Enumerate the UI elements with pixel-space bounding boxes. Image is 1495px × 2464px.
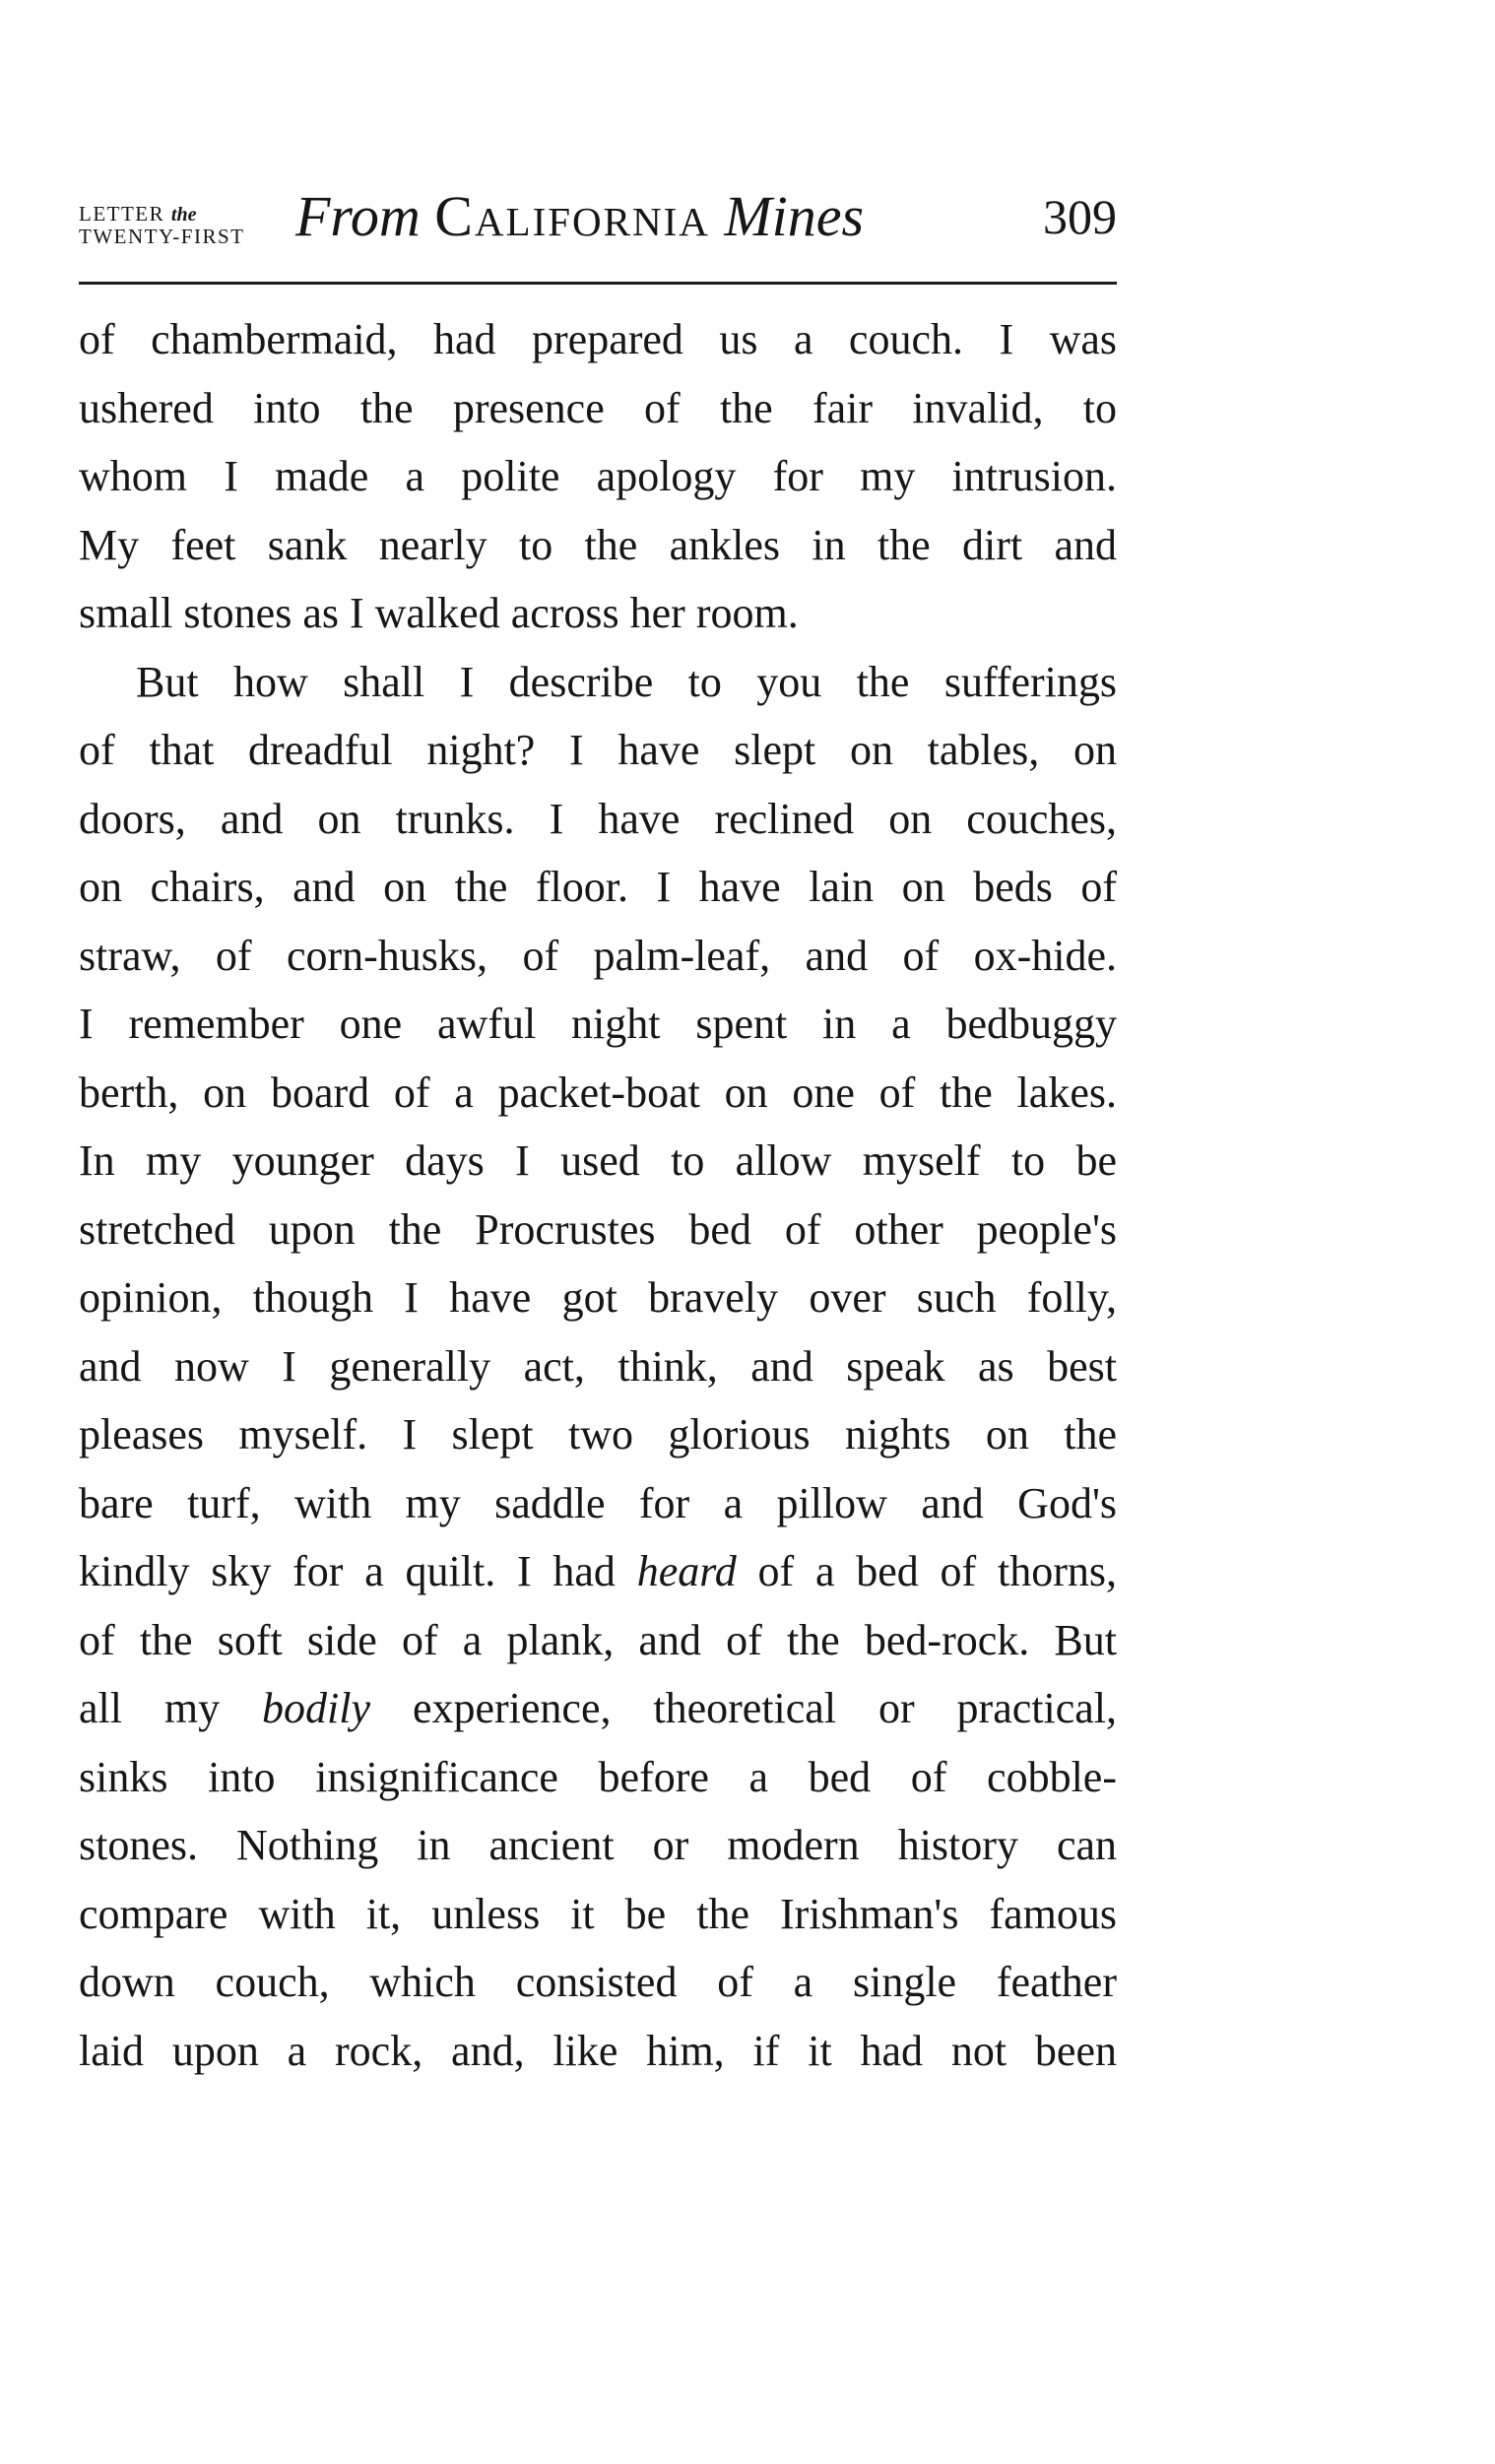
text-line: But how shall I describe to you the sufferings [136, 657, 1117, 706]
running-title-from: From [295, 184, 421, 248]
body-text [79, 305, 1117, 2085]
text-segment: of a bed of thorns, [736, 1547, 1117, 1595]
text-segment: kindly sky for a quilt. I had [79, 1547, 637, 1595]
text-line: stones. Nothing in ancient or modern history can [79, 1821, 1117, 1869]
text-line: whom I made a polite apology for my intrusion. [79, 452, 1117, 500]
text-line [79, 1674, 1117, 1743]
text-segment: experience, theoretical or practical, [370, 1684, 1117, 1732]
text-line: on chairs, and on the floor. I have lain on beds of [79, 863, 1117, 911]
running-title-mines: Mines [724, 184, 865, 248]
letter-label-line-2: TWENTY-FIRST [79, 225, 245, 248]
letter-word: LETTER [79, 202, 171, 226]
italic-word: heard [636, 1547, 737, 1595]
text-line: stretched upon the Procrustes bed of other people's [79, 1204, 1117, 1254]
text-line: doors, and on trunks. I have reclined on couches, [79, 794, 1117, 843]
letter-label-line-1 [79, 203, 295, 226]
text-line: bare turf, with my saddle for a pillow and God's [79, 1478, 1117, 1527]
text-line: straw, of corn-husks, of palm-leaf, and of ox-hide. [79, 931, 1117, 980]
italic-word: bodily [262, 1684, 371, 1732]
text-line: My feet sank nearly to the ankles in the dirt and [79, 520, 1117, 569]
text-line: and now I generally act, think, and speak as best [79, 1341, 1117, 1391]
text-line: of chambermaid, had prepared us a couch. I was [79, 315, 1117, 363]
text-line: I remember one awful night spent in a bedbuggy [79, 1000, 1117, 1048]
text-segment: all my [79, 1684, 263, 1732]
header-rule [79, 282, 1117, 285]
text-line: small stones as I walked across her room. [79, 589, 799, 637]
running-header [79, 177, 1117, 276]
running-title [295, 177, 864, 256]
text-line [79, 1537, 1117, 1606]
text-line: compare with it, unless it be the Irishman's famous [79, 1889, 1117, 1938]
running-title-california: California [434, 184, 710, 248]
text-line: In my younger days I used to allow myself to be [79, 1136, 1117, 1185]
letter-the-word: the [170, 204, 197, 226]
text-line: opinion, though I have got bravely over such folly, [79, 1273, 1117, 1322]
text-line: of the soft side of a plank, and of the bed-rock. But [79, 1615, 1117, 1664]
text-line: ushered into the presence of the fair invalid, to [79, 383, 1117, 432]
text-line: pleases myself. I slept two glorious nights on the [79, 1410, 1117, 1459]
text-line: down couch, which consisted of a single feather [79, 1958, 1117, 2006]
letter-label [79, 203, 295, 247]
page-number: 309 [1043, 189, 1117, 244]
text-line: laid upon a rock, and, like him, if it had not been [79, 2026, 1117, 2075]
text-line: of that dreadful night? I have slept on tables, on [79, 726, 1117, 774]
text-line: berth, on board of a packet-boat on one of the lakes. [79, 1068, 1117, 1117]
text-line: sinks into insignificance before a bed of cobble- [79, 1752, 1117, 1801]
